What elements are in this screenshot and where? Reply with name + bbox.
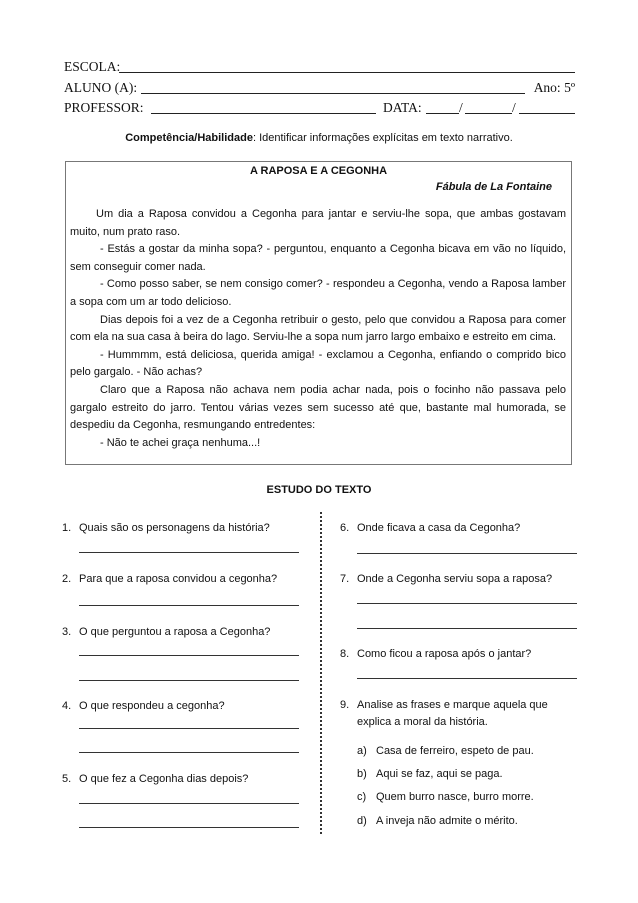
- story-text: [70, 206, 566, 452]
- story-paragraph: - Estás a gostar da minha sopa? - perguntou, enquanto a Cegonha bicava em vão no líquido, sem conseguir comer nada.: [70, 243, 566, 273]
- date-separator: /: [459, 100, 463, 115]
- answer-line[interactable]: [79, 752, 299, 753]
- question-text: explica a moral da história.: [357, 716, 488, 728]
- question-text: Onde ficava a casa da Cegonha?: [357, 522, 521, 534]
- option-text: A inveja não admite o mérito.: [376, 815, 518, 827]
- competence-line: [0, 132, 638, 144]
- question-number: 4.: [62, 700, 72, 712]
- year-label: Ano: 5º: [533, 80, 575, 95]
- school-label: ESCOLA:: [64, 59, 121, 74]
- teacher-label: PROFESSOR:: [64, 100, 144, 115]
- date-separator: /: [512, 100, 516, 115]
- question-text: Analise as frases e marque aquela que: [357, 699, 548, 711]
- answer-line[interactable]: [357, 603, 577, 604]
- option-text: Quem burro nasce, burro morre.: [376, 791, 534, 803]
- answer-line[interactable]: [79, 655, 299, 656]
- story-author: Fábula de La Fontaine: [435, 181, 552, 193]
- student-field[interactable]: [141, 93, 525, 94]
- date-day-field[interactable]: [426, 113, 459, 114]
- competence-text: : Identificar informações explícitas em texto narrativo.: [252, 132, 513, 144]
- question-number: 7.: [340, 573, 350, 585]
- question-text: Para que a raposa convidou a cegonha?: [79, 573, 278, 585]
- school-field[interactable]: [119, 72, 575, 73]
- option-letter: d): [357, 815, 367, 827]
- option-letter: b): [357, 768, 367, 780]
- question-text: Quais são os personagens da história?: [79, 522, 270, 534]
- question-number: 6.: [340, 522, 350, 534]
- question-text: O que perguntou a raposa a Cegonha?: [79, 626, 271, 638]
- option-text: Aqui se faz, aqui se paga.: [376, 768, 503, 780]
- question-number: 9.: [340, 699, 350, 711]
- question-number: 1.: [62, 522, 72, 534]
- column-divider: [320, 512, 322, 834]
- story-paragraph: - Como posso saber, se nem consigo comer? - respondeu a Cegonha, vendo a Raposa lamber a sopa com um ar todo delicioso.: [70, 278, 566, 308]
- story-title: A RAPOSA E A CEGONHA: [249, 165, 388, 177]
- option-letter: a): [357, 745, 367, 757]
- question-9: [340, 697, 580, 733]
- competence-label: Competência/Habilidade: [125, 132, 253, 144]
- question-number: 2.: [62, 573, 72, 585]
- answer-line[interactable]: [79, 605, 299, 606]
- question-text: Como ficou a raposa após o jantar?: [357, 648, 532, 660]
- study-title: ESTUDO DO TEXTO: [266, 484, 372, 496]
- answer-line[interactable]: [79, 827, 299, 828]
- story-paragraph: - Não te achei graça nenhuma...!: [100, 436, 261, 449]
- question-text: O que respondeu a cegonha?: [79, 700, 225, 712]
- answer-line[interactable]: [357, 628, 577, 629]
- answer-line[interactable]: [357, 678, 577, 679]
- date-month-field[interactable]: [465, 113, 512, 114]
- story-paragraph: Um dia a Raposa convidou a Cegonha para jantar e serviu-lhe sopa, que ambas gostavam muito, num prato raso.: [70, 208, 566, 238]
- answer-line[interactable]: [79, 552, 299, 553]
- answer-line[interactable]: [79, 728, 299, 729]
- teacher-field[interactable]: [151, 113, 376, 114]
- option-letter: c): [357, 791, 367, 803]
- question-number: 5.: [62, 773, 72, 785]
- option-text: Casa de ferreiro, espeto de pau.: [376, 745, 534, 757]
- date-label: DATA:: [383, 100, 422, 115]
- answer-line[interactable]: [79, 803, 299, 804]
- question-text: O que fez a Cegonha dias depois?: [79, 773, 249, 785]
- story-paragraph: Dias depois foi a vez de a Cegonha retribuir o gesto, pelo que convidou a Raposa para comer com ela na sua casa à beira do lago. Serviu-lhe a sopa num jarro largo embaixo e estreito em cima.: [70, 313, 566, 344]
- answer-line[interactable]: [79, 680, 299, 681]
- answer-line[interactable]: [357, 553, 577, 554]
- question-text: Onde a Cegonha serviu sopa a raposa?: [357, 573, 553, 585]
- story-paragraph: - Hummmm, está deliciosa, querida amiga! - exclamou a Cegonha, enfiando o comprido bico pelo gargalo. - Não achas?: [70, 348, 566, 379]
- student-label: ALUNO (A):: [64, 80, 138, 95]
- date-year-field[interactable]: [519, 113, 575, 114]
- question-number: 8.: [340, 648, 350, 660]
- story-paragraph: Claro que a Raposa não achava nem podia achar nada, pois o focinho não passava pelo gargalo estreito do jarro. Tentou várias vezes sem sucesso até que, bastante mal humorada, se despediu da Cegonha, resmungando entredentes:: [70, 383, 566, 432]
- question-number: 3.: [62, 626, 72, 638]
